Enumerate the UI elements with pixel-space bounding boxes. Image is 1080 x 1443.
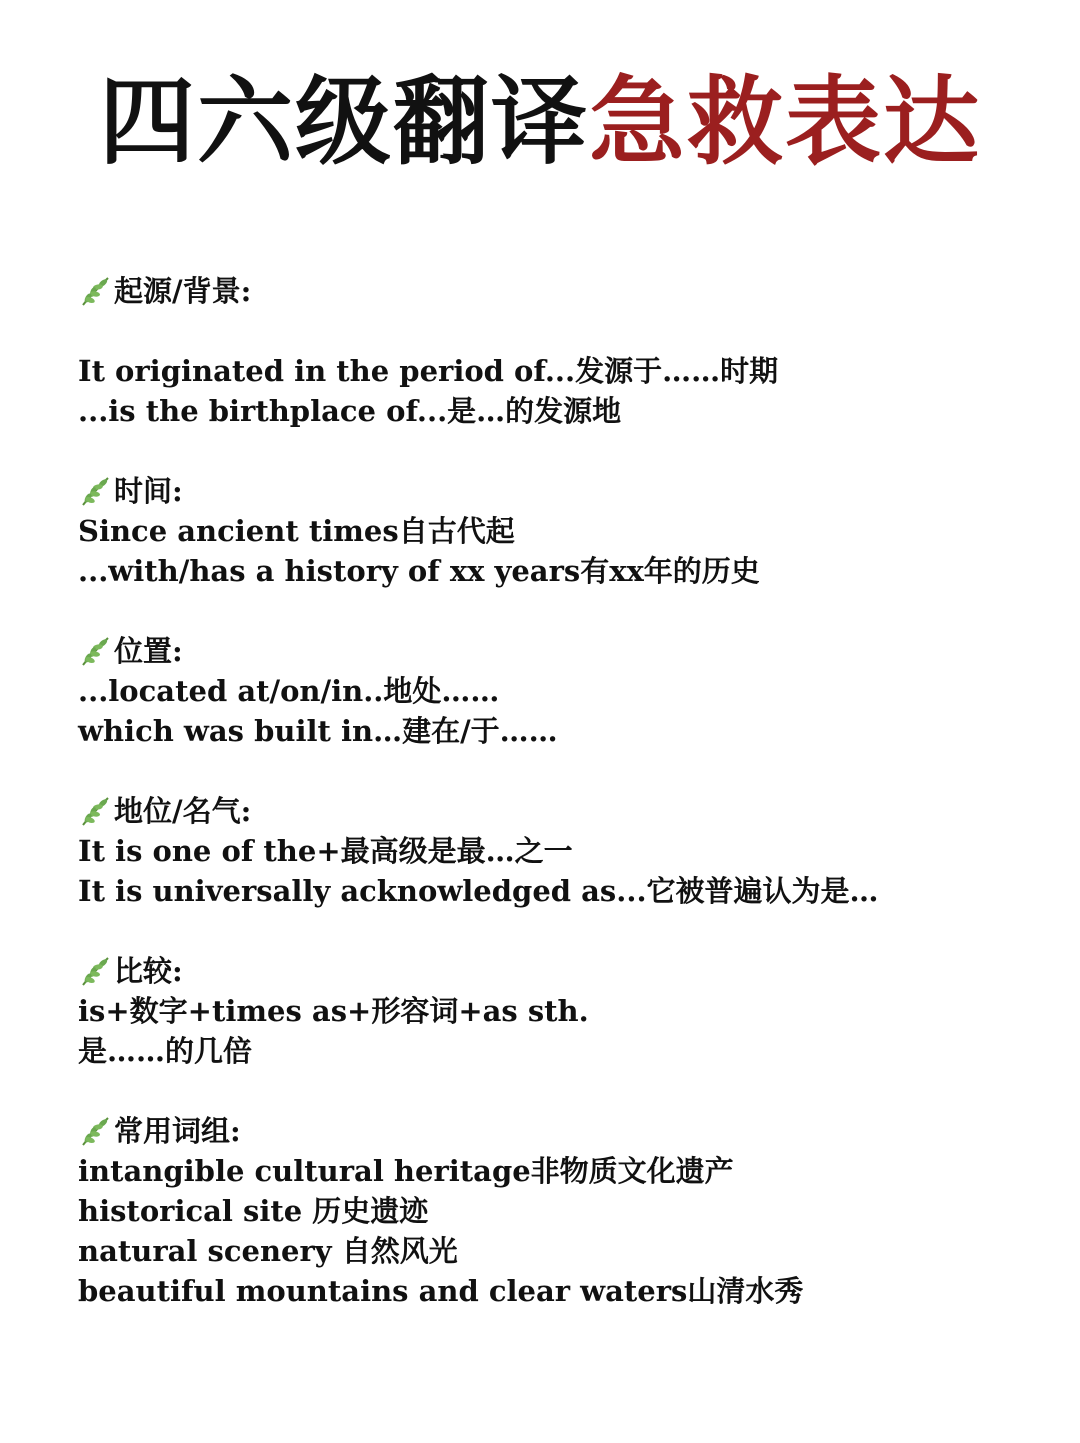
section-heading-label: 地位/名气: (114, 794, 252, 828)
leaf-icon (78, 474, 112, 508)
section-line: is+数字+times as+形容词+as sth. (78, 994, 589, 1028)
section-line: It originated in the period of...发源于……时期 (78, 354, 779, 388)
section-heading (78, 951, 1038, 991)
leaf-icon (78, 954, 112, 988)
section-heading (78, 471, 1038, 511)
section-origin (78, 271, 1038, 431)
section-line: Since ancient times自古代起 (78, 514, 515, 548)
section-line: beautiful mountains and clear waters山清水秀 (78, 1274, 804, 1308)
section-heading-label: 常用词组: (114, 1114, 241, 1148)
section-heading (78, 791, 1038, 831)
title-part-red: 急救表达 (589, 65, 981, 178)
section-line: ...located at/on/in..地处…… (78, 674, 500, 708)
leaf-icon (78, 1114, 112, 1148)
section-line: ...with/has a history of xx years有xx年的历史 (78, 554, 760, 588)
section-heading-label: 起源/背景: (114, 274, 252, 308)
section-line: It is universally acknowledged as...它被普遍认为是… (78, 874, 879, 908)
section-line: ...is the birthplace of...是…的发源地 (78, 394, 622, 428)
section-heading (78, 271, 1038, 311)
section-heading (78, 631, 1038, 671)
leaf-icon (78, 634, 112, 668)
section-heading-label: 位置: (114, 634, 183, 668)
leaf-icon (78, 274, 112, 308)
section-common-phrases (78, 1111, 1038, 1311)
section-status (78, 791, 1038, 911)
section-time (78, 471, 1038, 591)
section-line: intangible cultural heritage非物质文化遗产 (78, 1154, 734, 1188)
section-heading-label: 比较: (114, 954, 183, 988)
section-heading (78, 1111, 1038, 1151)
section-line: 是……的几倍 (78, 1034, 253, 1068)
section-comparison (78, 951, 1038, 1071)
title-part-black: 四六级翻译 (99, 65, 589, 178)
section-line: It is one of the+最高级是最…之一 (78, 834, 573, 868)
page-title (0, 62, 1080, 182)
content (78, 271, 1038, 1311)
section-heading-label: 时间: (114, 474, 183, 508)
section-location (78, 631, 1038, 751)
section-line: which was built in…建在/于…… (78, 714, 558, 748)
leaf-icon (78, 794, 112, 828)
section-line: natural scenery 自然风光 (78, 1234, 458, 1268)
section-line: historical site 历史遗迹 (78, 1194, 429, 1228)
